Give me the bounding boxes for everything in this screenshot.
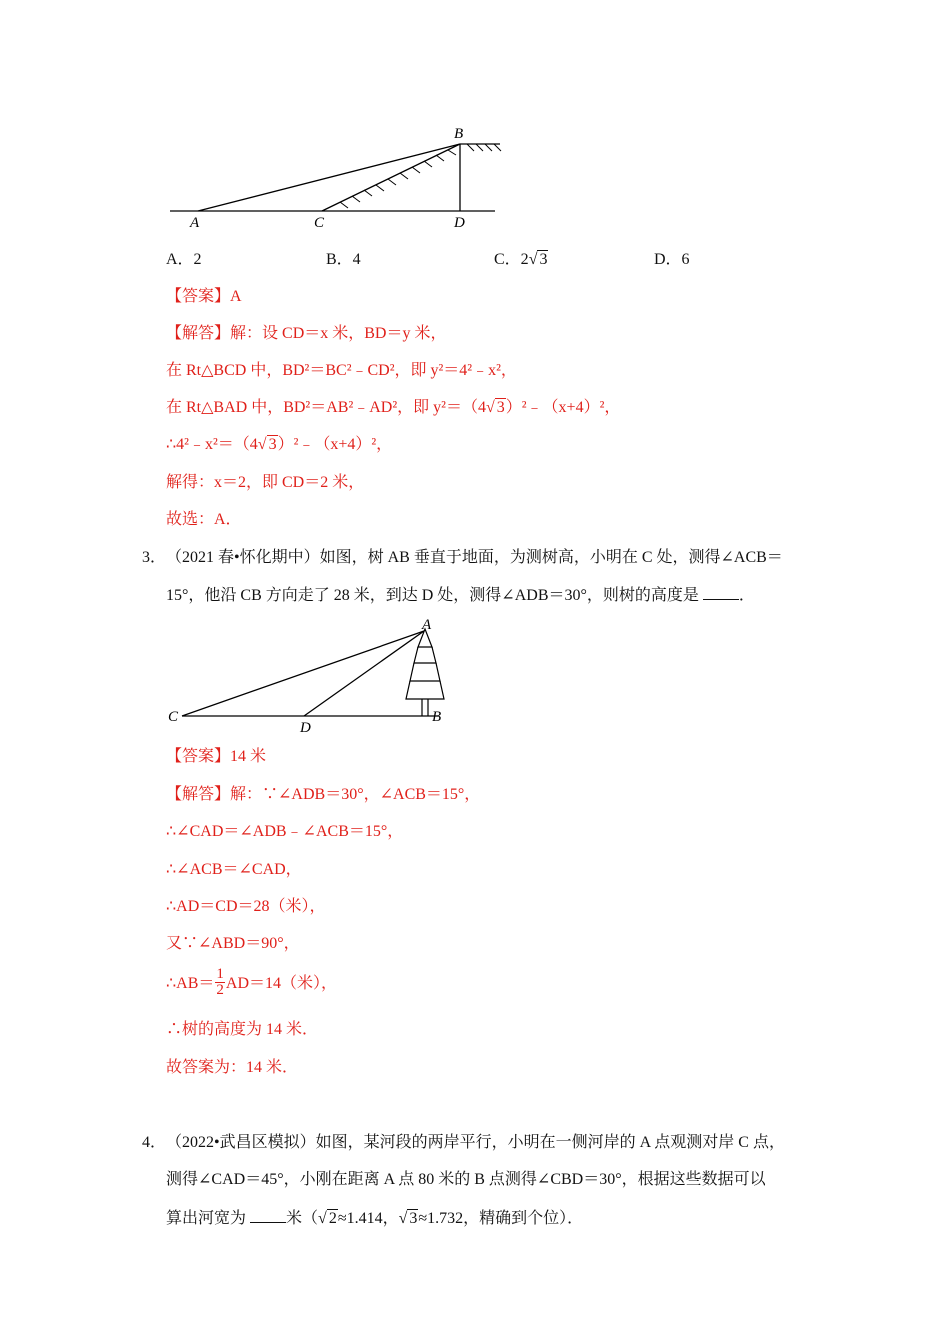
sqrt-symbol: √ 3 (398, 1210, 418, 1227)
q3-solution-line-7: ∴树的高度为 14 米． (166, 1021, 319, 1038)
q2-answer: 【答案】A (166, 288, 242, 305)
q4-stem-line-1: （2022•武昌区模拟）如图，某河段的两岸平行，小明在一侧河岸的 A 点观测对岸 C 点， (166, 1134, 785, 1151)
q2-solution-line-4: ∴4²﹣x²＝（4√ 3）²﹣（x+4）²， (166, 436, 393, 453)
q4-number: 4． (142, 1134, 167, 1151)
sqrt-symbol: √ 3 (257, 436, 277, 453)
q3-solution-line-5: 又∵∠ABD＝90°， (166, 935, 300, 952)
q3-label-a: A (422, 617, 432, 633)
q2-option-a: A．2 (166, 251, 202, 268)
q3-figure (160, 615, 460, 735)
q4-stem-line-2: 测得∠CAD＝45°，小刚在距离 A 点 80 米的 B 点测得∠CBD＝30°，根据这些数据可以 (166, 1171, 766, 1188)
q3-answer: 【答案】14 米 (166, 748, 267, 765)
q3-analysis-tag: 【解答】 (166, 786, 231, 803)
q3-stem-line-1: （2021 春•怀化期中）如图，树 AB 垂直于地面，为测树高，小明在 C 处，测得∠ACB＝ (166, 549, 783, 566)
q3-label-c: C (168, 709, 179, 725)
q2-option-b: B．4 (326, 251, 361, 268)
q3-solution-line-3: ∴∠ACB＝∠CAD， (166, 861, 302, 878)
q3-solution-line-8: 故答案为：14 米． (166, 1059, 299, 1076)
q2-analysis-tag: 【解答】 (166, 325, 231, 342)
answer-blank (250, 1208, 286, 1223)
q4-stem-line-3: 算出河宽为 米（√ 2≈1.414，√ 3≈1.732，精确到个位）． (166, 1210, 584, 1227)
q3-solution-line-2: ∴∠CAD＝∠ADB﹣∠ACB＝15°， (166, 823, 404, 840)
sqrt-symbol: √ 3 (485, 399, 505, 416)
q3-number: 3． (142, 549, 167, 566)
q3-stem-line-2: 15°，他沿 CB 方向走了 28 米，到达 D 处，测得∠ADB＝30°，则树的高度是 ． (166, 587, 755, 604)
q2-solution-line-1: 【解答】解：设 CD＝x 米，BD＝y 米， (166, 325, 447, 342)
answer-blank (703, 585, 739, 600)
sqrt-symbol: √ 2 (318, 1210, 337, 1227)
q2-solution-line-5: 解得：x＝2，即 CD＝2 米， (166, 474, 365, 491)
q2-solution-line-3: 在 Rt△BAD 中，BD²＝AB²﹣AD²，即 y²＝（4√ 3）²﹣（x+4）²， (166, 399, 621, 416)
q3-label-d: D (300, 720, 311, 736)
q3-solution-line-1: 【解答】解：∵∠ADB＝30°，∠ACB＝15°， (166, 786, 481, 803)
q2-label-a: A (190, 215, 200, 231)
q2-label-d: D (454, 215, 465, 231)
q2-solution-line-6: 故选：A． (166, 511, 242, 528)
sqrt-symbol: √ 3 (528, 251, 548, 268)
q2-figure (160, 120, 520, 235)
q2-option-c-prefix: C．2 (494, 251, 529, 268)
q2-option-c (494, 250, 548, 270)
q3-solution-line-4: ∴AD＝CD＝28（米）， (166, 898, 326, 915)
q2-option-d: D．6 (654, 251, 690, 268)
q3-solution-line-6: ∴AB＝ $\frac{1}{2}$ AD＝14（米）， (166, 965, 338, 998)
fraction: $\frac{1}{2}$ (216, 965, 224, 998)
q3-label-b: B (432, 709, 442, 725)
q2-label-c: C (314, 215, 325, 231)
q2-solution-line-2: 在 Rt△BCD 中，BD²＝BC²﹣CD²，即 y²＝4²﹣x²， (166, 362, 517, 379)
q2-label-b: B (454, 126, 464, 142)
